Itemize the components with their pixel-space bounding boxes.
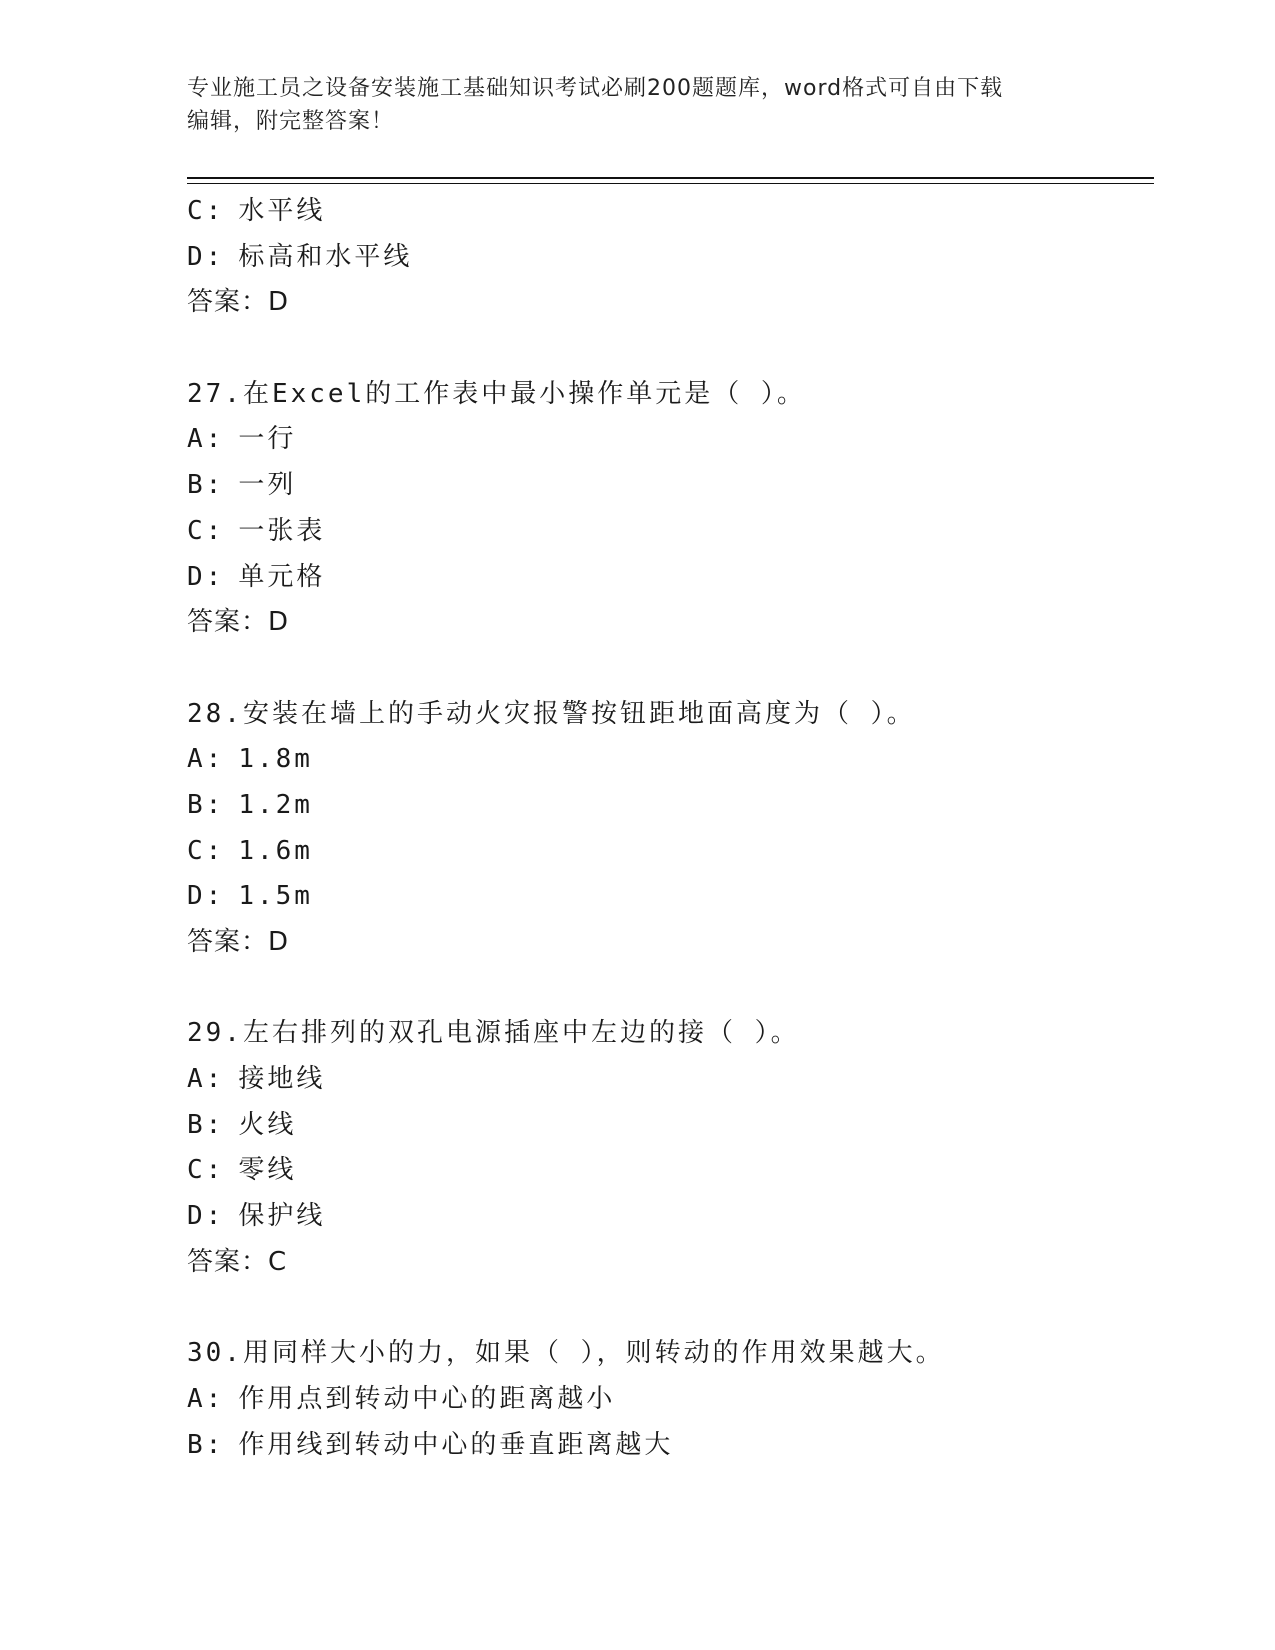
option-text: 接地线 xyxy=(238,1064,326,1095)
question-26-block xyxy=(187,189,1147,326)
option-text: 作用点到转动中心的距离越小 xyxy=(238,1383,616,1414)
option-label: C: xyxy=(187,835,225,866)
option-label: A: xyxy=(187,1064,225,1095)
option-text: 单元格 xyxy=(238,561,326,592)
option-label: B: xyxy=(187,1429,225,1460)
option-label: D: xyxy=(187,881,225,912)
option-a xyxy=(187,417,1147,463)
question-27-block xyxy=(187,372,1147,646)
option-text: 作用线到转动中心的垂直距离越大 xyxy=(238,1429,674,1460)
document-header xyxy=(187,72,1087,138)
answer-line: 答案：C xyxy=(187,1246,288,1277)
option-text: 1.5m xyxy=(238,881,313,912)
option-d xyxy=(187,1194,1147,1240)
answer-line: 答案：D xyxy=(187,607,290,638)
option-text: 水平线 xyxy=(238,196,326,226)
option-d xyxy=(187,555,1147,601)
answer-line: 答案：D xyxy=(187,287,290,318)
option-label: D: xyxy=(187,1201,225,1232)
option-b xyxy=(187,1423,1147,1469)
option-label: B: xyxy=(187,470,225,501)
option-b xyxy=(187,1103,1147,1149)
option-a xyxy=(187,1377,1147,1423)
header-title-line2: 编辑，附完整答案！ xyxy=(187,109,395,134)
question-text: 29.左右排列的双孔电源插座中左边的接（ ）。 xyxy=(187,1018,800,1049)
header-divider-thin xyxy=(187,183,1154,184)
option-text: 一列 xyxy=(238,470,297,501)
option-text: 1.8m xyxy=(238,744,313,775)
question-text: 27.在Excel的工作表中最小操作单元是（ ）。 xyxy=(187,378,806,409)
option-d xyxy=(187,874,1147,920)
option-label: B: xyxy=(187,1109,225,1140)
spacer xyxy=(187,966,1147,1012)
question-30-block xyxy=(187,1331,1147,1468)
option-label: C: xyxy=(187,196,225,226)
option-label: A: xyxy=(187,744,225,775)
option-label: A: xyxy=(187,424,225,455)
question-text: 30.用同样大小的力，如果（ ），则转动的作用效果越大。 xyxy=(187,1338,945,1369)
option-text: 1.6m xyxy=(238,835,313,866)
option-text: 零线 xyxy=(238,1155,297,1186)
option-b xyxy=(187,463,1147,509)
option-text: 保护线 xyxy=(238,1201,326,1232)
question-list xyxy=(187,189,1147,1468)
answer-line: 答案：D xyxy=(187,927,290,957)
option-b xyxy=(187,783,1147,829)
question-text: 28.安装在墙上的手动火灾报警按钮距地面高度为（ ）。 xyxy=(187,698,916,729)
spacer xyxy=(187,326,1147,372)
option-a xyxy=(187,737,1147,783)
spacer xyxy=(187,646,1147,692)
option-label: A: xyxy=(187,1383,225,1414)
option-c xyxy=(187,509,1147,555)
header-title-line1: 专业施工员之设备安装施工基础知识考试必刷200题题库，word格式可自由下载 xyxy=(187,76,1004,101)
question-29-block xyxy=(187,1011,1147,1285)
header-divider-thick xyxy=(187,177,1154,179)
option-c xyxy=(187,1148,1147,1194)
option-label: C: xyxy=(187,1155,225,1186)
option-label: B: xyxy=(187,789,225,820)
question-28-block xyxy=(187,692,1147,966)
option-label: D: xyxy=(187,561,225,592)
option-label: D: xyxy=(187,241,225,272)
option-d xyxy=(187,235,1147,281)
option-text: 一张表 xyxy=(238,515,326,546)
option-a xyxy=(187,1057,1147,1103)
option-text: 1.2m xyxy=(238,789,313,820)
option-text: 一行 xyxy=(238,424,297,455)
option-text: 火线 xyxy=(238,1109,297,1140)
option-label: C: xyxy=(187,515,225,546)
option-text: 标高和水平线 xyxy=(238,241,413,272)
option-c xyxy=(187,829,1147,875)
spacer xyxy=(187,1286,1147,1332)
option-c xyxy=(187,189,1147,235)
